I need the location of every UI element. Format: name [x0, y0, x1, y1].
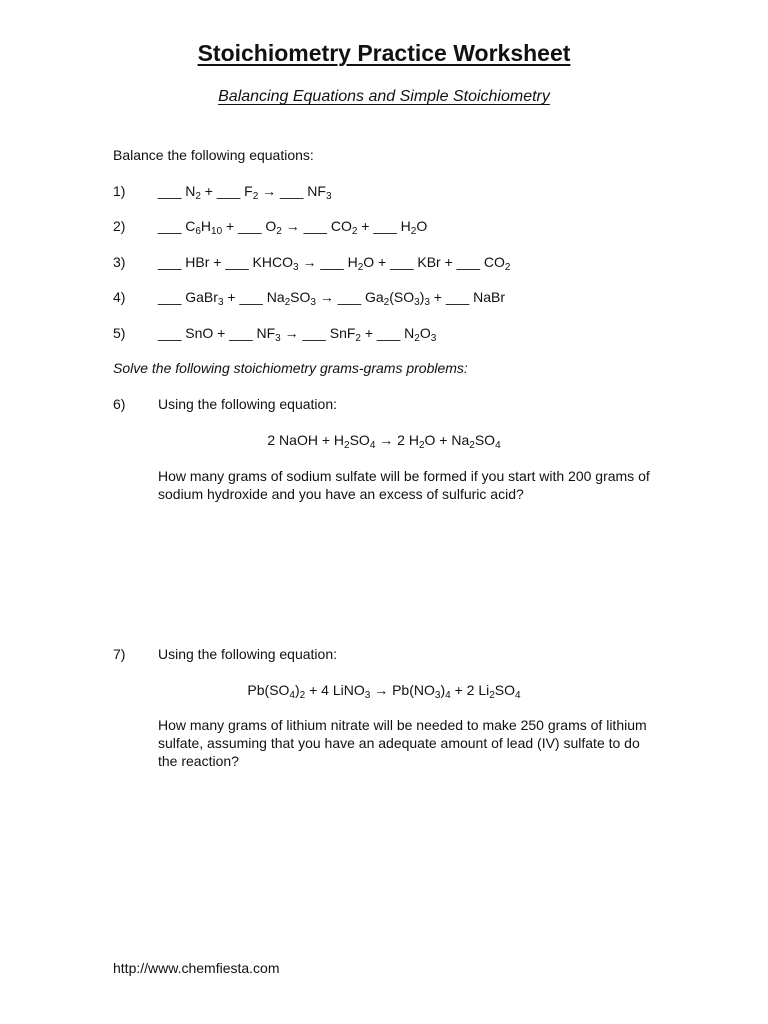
reaction-equation: $Pb(SO_4)_2 + 4$ LiNO$_3$ → $Pb(NO_3)_4 + 2$ $Li_2SO_4$ — [247, 682, 521, 701]
page-title: Stoichiometry Practice Worksheet — [197, 40, 571, 66]
section2-instruction: Solve the following stoichiometry grams-grams problems: — [113, 360, 468, 376]
problem-number: 1) — [113, 183, 126, 199]
section1-instruction: Balance the following equations: — [113, 147, 314, 163]
problem-number: 4) — [113, 289, 126, 305]
equation: ___ $N_2$ + ___ $F_2$ → ___ $NF_3$ — [158, 183, 332, 202]
problem-intro: Using the following equation: — [158, 396, 338, 412]
problem-number: 3) — [113, 254, 126, 270]
equation: ___ SnO + ___ $NF_3$ → ___ SnF$_2$ + ___ $N_2O_3$ — [158, 325, 437, 344]
equation: ___ HBr + ___ $KHCO_3$ → ___ $H_2O$ + ___ KBr + ___ $CO_2$ — [158, 254, 511, 273]
problem-intro: Using the following equation: — [158, 646, 338, 662]
equation: ___ $C_6H_{10}$ + ___ $O_2$ → ___ $CO_2$ + ___ $H_2O$ — [158, 218, 428, 237]
problem-question: How many grams of sodium sulfate will be formed if you start with 200 grams of sodium hydroxide and you have an excess of sulfuric acid? — [158, 468, 650, 502]
problem-question: How many grams of lithium nitrate will be needed to make 250 grams of lithium sulfate, assuming that you have an adequate amount of lead (IV) sulfate to do the reaction? — [158, 717, 647, 769]
problem-number: 6) — [113, 396, 126, 412]
problem-number: 2) — [113, 218, 126, 234]
page-subtitle: Balancing Equations and Simple Stoichiometry — [218, 88, 550, 105]
equation: ___ GaBr$_3$ + ___ $Na_2SO_3$ → ___ $Ga_2(SO_3)_3$ + ___ NaBr — [158, 289, 506, 308]
reaction-equation: 2 NaOH + $H_2SO_4 \to 2$ $H_2O + Na_2SO_4$ — [267, 432, 501, 451]
footer-link[interactable]: http://www.chemfiesta.com — [113, 960, 280, 976]
problem-number: 7) — [113, 646, 126, 662]
problem-number: 5) — [113, 325, 126, 341]
